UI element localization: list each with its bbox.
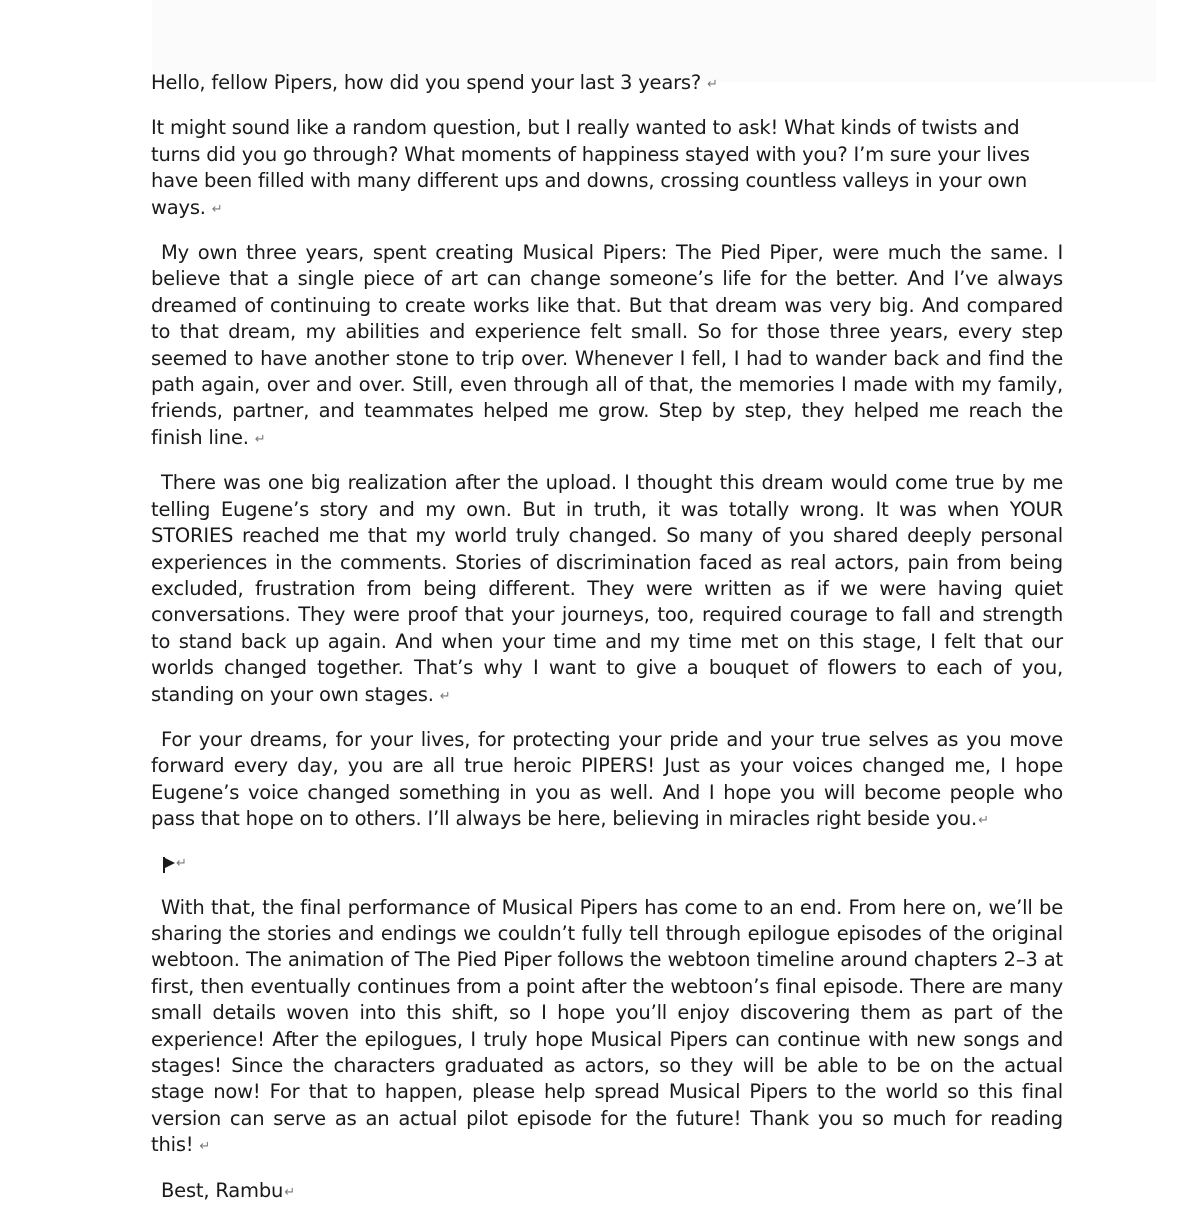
paragraph-mark: ↵ (176, 856, 187, 872)
paragraph-1-text: It might sound like a random question, but I really wanted to ask! What kinds of twists and turns did you go through? What moments of happiness stayed with you? I’m sure your lives have been filled with many different ups and downs, crossing countless valleys in your own ways. (151, 116, 1030, 219)
paragraph-mark: ↵ (707, 77, 718, 92)
greeting-text: Hello, fellow Pipers, how did you spend your last 3 years? (151, 71, 702, 94)
paragraph-1 (151, 115, 1063, 223)
paragraph-mark: ↵ (978, 813, 989, 829)
paragraph-5-text: With that, the final performance of Musical Pipers has come to an end. From here on, we’ll be sharing the stories and endings we couldn’t fully tell through epilogue episodes of the original webtoon. The animation of The Pied Piper follows the webtoon timeline around chapters 2–3 at first, then eventually continues from a point after the webtoon’s final episode. There are many small details woven into this shift, so I hope you’ll enjoy discovering them as part of the experience! After the epilogues, I truly hope Musical Pipers can continue with new songs and stages! Since the characters graduated as actors, so they will be able to be on the actual stage now! For that to happen, please help spread Musical Pipers to the world so this final version can serve as an actual pilot episode for the future! Thank you so much for reading this! (151, 895, 1063, 1157)
paragraph-mark: ↵ (284, 1184, 296, 1200)
paragraph-mark: ↵ (211, 201, 223, 217)
signature (161, 1178, 1063, 1206)
paragraph-2-text: My own three years, spent creating Musical Pipers: The Pied Piper, were much the same. I believe that a single piece of art can change someone’s life for the better. And I’ve always dreamed of continuing to create works like that. But that dream was very big. And compared to that dream, my abilities and experience felt small. So for those three years, every step seemed to have another stone to trip over. Whenever I fell, I had to wander back and find the path again, over and over. Still, even through all of that, the memories I made with my family, friends, partner, and teammates helped me grow. Step by step, they helped me reach the finish line. (151, 241, 1063, 449)
paragraph-3 (151, 470, 1063, 710)
paragraph-mark: ↵ (439, 688, 451, 704)
paragraph-4 (151, 727, 1063, 835)
paragraph-5 (151, 895, 1063, 1161)
paragraph-2 (151, 240, 1063, 453)
paragraph-mark: ↵ (199, 1139, 211, 1155)
paragraph-3-text: There was one big realization after the upload. I thought this dream would come true by me telling Eugene’s story and my own. But in truth, it was totally wrong. It was when YOUR STORIES reached me that my world truly changed. So many of you shared deeply personal experiences in the comments. Stories of discrimination faced as real actors, pain from being excluded, frustration from being different. They were written as if we were having quiet conversations. They were proof that your journeys, too, required courage to fall and strength to stand back up again. And when your time and my time met on this stage, I felt that our worlds changed together. That’s why I want to give a bouquet of flowers to each of you, standing on your own stages. (151, 471, 1063, 706)
paragraph-mark: ↵ (254, 431, 266, 447)
paragraph-4-text: For your dreams, for your lives, for protecting your pride and your true selves as you move forward every day, you are all true heroic PIPERS! Just as your voices changed me, I hope Eugene’s voice changed something in you as well. And I hope you will become people who pass that hope on to others. I’ll always be here, believing in miracles right beside you. (151, 727, 1063, 831)
flag-icon (163, 857, 175, 873)
document-body (151, 70, 1063, 1206)
signature-text: Best, Rambu (161, 1178, 284, 1202)
flag-line (163, 852, 1063, 878)
greeting-paragraph (151, 70, 1063, 98)
